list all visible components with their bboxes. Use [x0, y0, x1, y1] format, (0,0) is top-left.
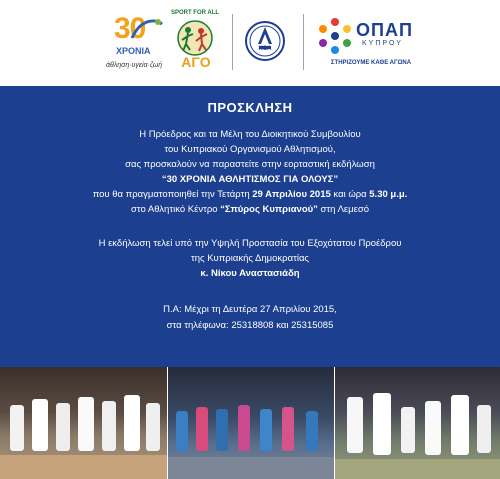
event-date-line: που θα πραγματοποιηθεί την Τετάρτη 29 Απριλίου 2015 και ώρα 5.30 μ.μ.: [92, 189, 408, 200]
patronage: [0, 236, 500, 281]
swoosh-icon: [130, 16, 164, 44]
opap-word: ΟΠΑΠ: [356, 20, 413, 40]
dance-photo: [0, 367, 167, 479]
divider: [303, 14, 304, 70]
ago-word: ΑΓΟ: [181, 54, 211, 70]
gymnastics-photo: [168, 367, 334, 479]
koa-logo: [243, 14, 287, 72]
rsvp-deadline: Π.Α: Μέχρι τη Δευτέρα 27 Απριλίου 2015,: [163, 304, 337, 315]
body-line: του Κυπριακού Οργανισμού Αθλητισμού,: [164, 144, 336, 155]
logo-header: [0, 0, 500, 86]
koa-emblem-icon: [243, 14, 287, 72]
thirty-number: 30: [114, 12, 146, 45]
invitation-title: ΠΡΟΣΚΛΗΣΗ: [207, 100, 293, 115]
opap-logo: [316, 14, 426, 74]
thirty-tagline: άθληση·υγεία·ζωή: [106, 62, 163, 69]
opap-slogan: ΣΤΗΡΙΖΟΥΜΕ ΚΑΘΕ ΑΓΩΝΑ: [330, 60, 412, 66]
rsvp-phones: στα τηλέφωνα: 25318808 και 25315085: [166, 320, 334, 331]
thirty-word: ΧΡΟΝΙΑ: [116, 46, 151, 56]
opap-sub: ΚΥΠΡΟΥ: [362, 40, 403, 47]
patronage-line: της Κυπριακής Δημοκρατίας: [190, 253, 310, 264]
thirty-years-logo: [106, 12, 168, 74]
divider: [232, 14, 233, 70]
body-line: σας προσκαλούν να παραστείτε στην εορταστική εκδήλωση: [125, 159, 375, 170]
koa-letters: ΚΟΑ: [258, 46, 272, 52]
sport-for-all-logo: [170, 10, 220, 74]
opap-dots-icon: [316, 16, 354, 56]
sport-for-all-text: SPORT FOR ALL: [170, 10, 220, 16]
patronage-line: Η εκδήλωση τελεί υπό την Υψηλή Προστασία του Εξοχότατου Προέδρου: [98, 238, 402, 249]
photo-strip: [0, 367, 500, 479]
body-line: Η Πρόεδρος και τα Μέλη του Διοικητικού Συμβουλίου: [139, 129, 361, 140]
karate-photo: [335, 367, 500, 479]
event-venue-line: στο Αθλητικό Κέντρο “Σπύρος Κυπριανού” στη Λεμεσό: [130, 204, 370, 215]
rsvp: [0, 302, 500, 334]
invitation-body: [0, 127, 500, 217]
invitation-panel: [0, 86, 500, 367]
athletes-icon: [176, 20, 214, 56]
event-name: “30 ΧΡΟΝΙΑ ΑΘΛΗΤΙΣΜΟΣ ΓΙΑ ΟΛΟΥΣ”: [161, 174, 339, 185]
president-name: κ. Νίκου Αναστασιάδη: [200, 268, 300, 279]
